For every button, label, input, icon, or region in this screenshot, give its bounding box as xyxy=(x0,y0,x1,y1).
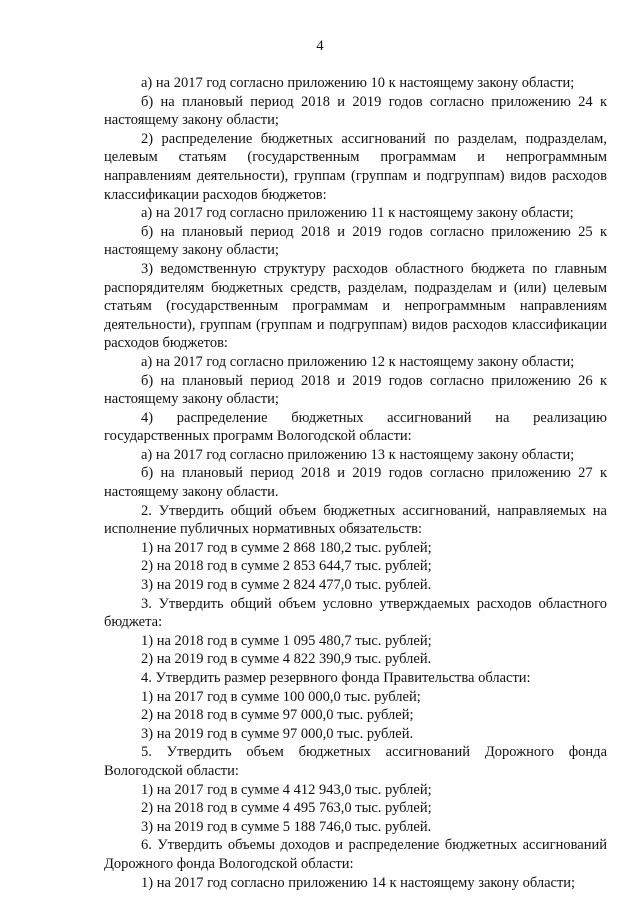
paragraph: а) на 2017 год согласно приложению 11 к настоящему закону области; xyxy=(141,205,574,222)
document-body xyxy=(104,74,607,892)
paragraph: 1) на 2017 год в сумме 4 412 943,0 тыс. рублей; xyxy=(141,781,432,798)
paragraph: 2. Утвердить общий объем бюджетных ассигнований, направляемых на исполнение публичных нормативных обязательств: xyxy=(104,502,607,538)
paragraph: б) на плановый период 2018 и 2019 годов согласно приложению 26 к настоящему закону области; xyxy=(104,372,607,408)
page-number: 4 xyxy=(316,38,324,54)
paragraph: а) на 2017 год согласно приложению 10 к настоящему закону области; xyxy=(141,75,575,91)
paragraph: б) на плановый период 2018 и 2019 годов согласно приложению 24 к настоящему закону области; xyxy=(104,93,607,129)
paragraph: 5. Утвердить объем бюджетных ассигнований Дорожного фонда Вологодской области: xyxy=(104,744,607,779)
paragraph: а) на 2017 год согласно приложению 12 к настоящему закону области; xyxy=(141,353,575,370)
paragraph: 1) на 2018 год в сумме 1 095 480,7 тыс. рублей; xyxy=(141,632,432,649)
paragraph: 4) распределение бюджетных ассигнований на реализацию государственных программ Вологодской области: xyxy=(104,409,607,445)
paragraph: 4. Утвердить размер резервного фонда Правительства области: xyxy=(141,670,531,686)
paragraph: 2) распределение бюджетных ассигнований по разделам, подразделам, целевым статьям (государственным программам и непрограммным направлениям деятельности), группам (группам и подгруппам) видов расходов классификации расходов бюджетов: xyxy=(104,130,607,203)
paragraph: 3) на 2019 год в сумме 97 000,0 тыс. рублей. xyxy=(141,725,414,742)
paragraph: 6. Утвердить объемы доходов и распределение бюджетных ассигнований Дорожного фонда Вологодской области: xyxy=(104,837,607,872)
paragraph: 3) ведомственную структуру расходов областного бюджета по главным распорядителям бюджетных средств, разделам, подразделам и (или) целевым статьям (государственным программам и непрограммным направлениям деятельности), группам (группам и подгруппам) видов расходов классификации расходов бюджетов: xyxy=(104,260,607,352)
paragraph: 2) на 2019 год в сумме 4 822 390,9 тыс. рублей. xyxy=(141,651,432,668)
paragraph: а) на 2017 год согласно приложению 13 к настоящему закону области; xyxy=(141,446,575,463)
paragraph: б) на плановый период 2018 и 2019 годов согласно приложению 27 к настоящему закону области. xyxy=(104,465,607,501)
paragraph: 3. Утвердить общий объем условно утверждаемых расходов областного бюджета: xyxy=(104,595,607,631)
paragraph: 2) на 2018 год в сумме 4 495 763,0 тыс. рублей; xyxy=(141,800,432,817)
paragraph: б) на плановый период 2018 и 2019 годов согласно приложению 25 к настоящему закону области; xyxy=(104,223,607,259)
paragraph: 2) на 2018 год в сумме 2 853 644,7 тыс. рублей; xyxy=(141,558,432,575)
paragraph: 3) на 2019 год в сумме 5 188 746,0 тыс. рублей. xyxy=(141,818,432,835)
paragraph: 3) на 2019 год в сумме 2 824 477,0 тыс. рублей. xyxy=(141,577,432,594)
paragraph: 2) на 2018 год в сумме 97 000,0 тыс. рублей; xyxy=(141,707,414,724)
paragraph: 1) на 2017 год согласно приложению 14 к настоящему закону области; xyxy=(141,874,576,891)
paragraph: 1) на 2017 год в сумме 100 000,0 тыс. рублей; xyxy=(141,688,421,705)
paragraph: 1) на 2017 год в сумме 2 868 180,2 тыс. рублей; xyxy=(141,539,432,556)
